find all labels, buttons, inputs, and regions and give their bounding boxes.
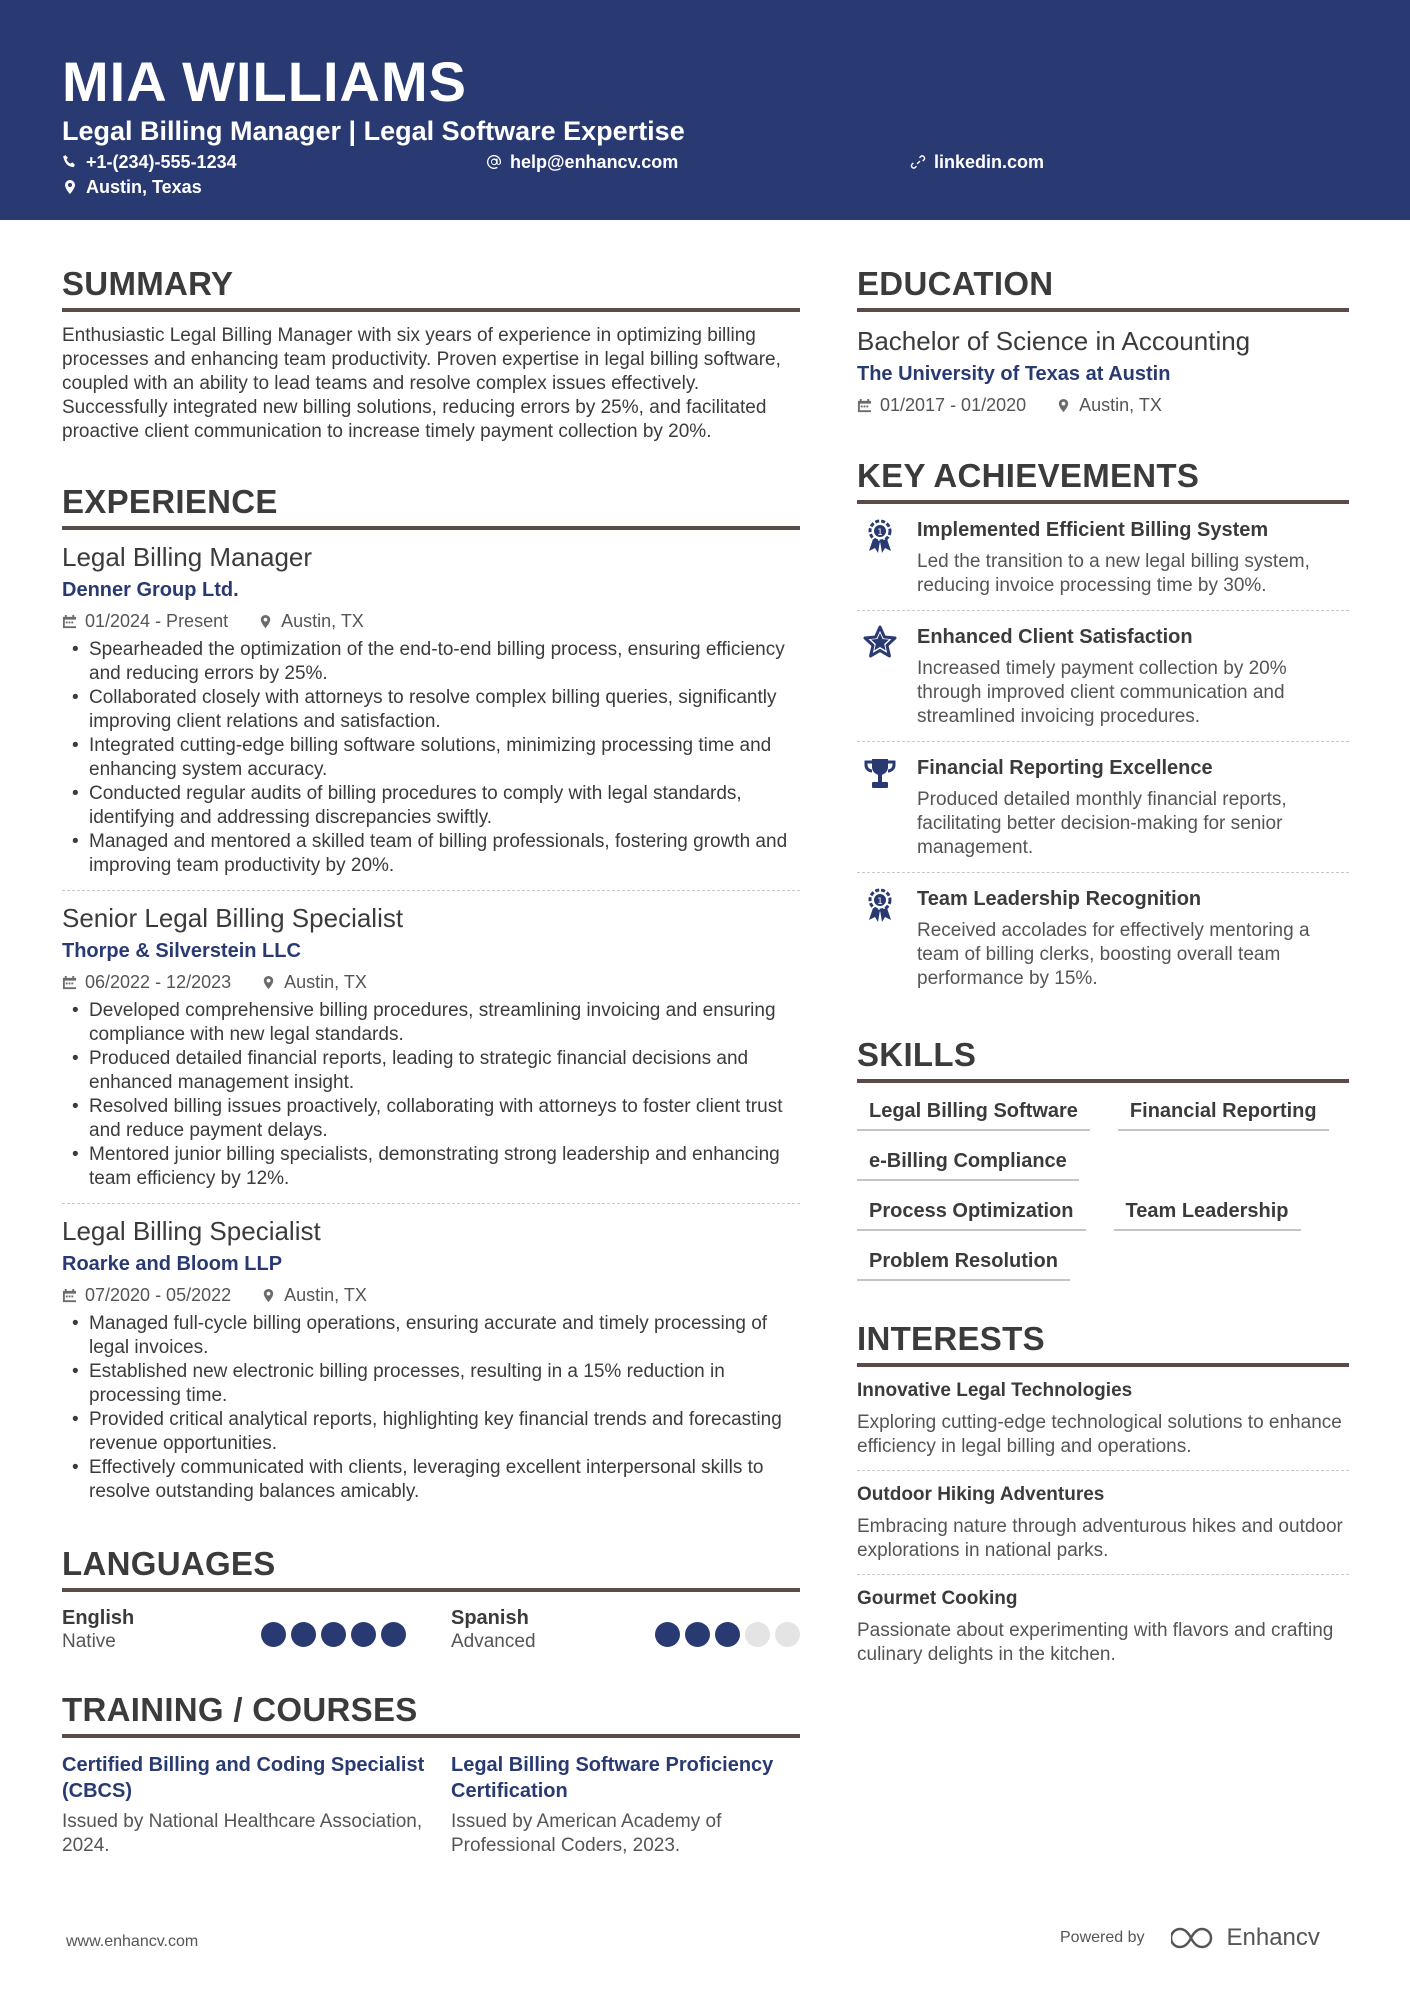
education-meta [857, 392, 1349, 418]
svg-text:1: 1 [877, 528, 883, 538]
interest-desc: Embracing nature through adventurous hikes and outdoor explorations in national parks. [857, 1516, 1343, 1561]
location-pin-icon [258, 614, 273, 629]
job-dates [62, 1282, 231, 1308]
achievement-item [857, 742, 1349, 873]
job-location-text: Austin, TX [284, 1285, 367, 1305]
job-bullet: • Spearheaded the optimization of the end-to-end billing process, ensuring efficiency and reducing errors by 25%. [62, 638, 800, 686]
training-item [451, 1752, 800, 1858]
interest-title: Outdoor Hiking Adventures [857, 1484, 1105, 1505]
job-dates [62, 608, 228, 634]
contact-linkedin[interactable] [910, 150, 1044, 174]
achievements-heading: KEY ACHIEVEMENTS [857, 454, 1349, 504]
achievement-title: Enhanced Client Satisfaction [917, 626, 1193, 648]
award-ribbon-icon [857, 516, 917, 598]
interest-desc: Exploring cutting-edge technological solutions to enhance efficiency in legal billing and operations. [857, 1412, 1342, 1457]
resume-header [0, 0, 1410, 220]
experience-heading: EXPERIENCE [62, 480, 800, 530]
languages-section [62, 1542, 800, 1654]
training-heading: TRAINING / COURSES [62, 1688, 800, 1738]
education-location-text: Austin, TX [1079, 395, 1162, 415]
skill-tag: e-Billing Compliance [857, 1147, 1079, 1181]
language-name: English [62, 1607, 135, 1629]
rating-dot-empty [775, 1622, 800, 1647]
education-dates [857, 392, 1026, 418]
achievement-item [857, 873, 1349, 1003]
education-degree: Bachelor of Science in Accounting [857, 326, 1251, 356]
job-location [261, 969, 367, 995]
skill-tag: Process Optimization [857, 1197, 1086, 1231]
rating-dot-filled [381, 1622, 406, 1647]
enhancv-brand-text: Enhancv [1226, 1924, 1320, 1951]
education-heading: EDUCATION [857, 262, 1349, 312]
contact-location [62, 175, 202, 199]
candidate-name: MIA WILLIAMS [62, 50, 467, 113]
left-column [62, 262, 800, 1858]
rating-dot-filled [351, 1622, 376, 1647]
training-title: Certified Billing and Coding Specialist (CBCS) [62, 1754, 425, 1802]
job-company: Denner Group Ltd. [62, 579, 239, 601]
phone-text: +1-(234)-555-1234 [86, 152, 237, 172]
calendar-icon [62, 975, 77, 990]
job-meta [62, 608, 800, 634]
job-location [261, 1282, 367, 1308]
education-location [1056, 392, 1162, 418]
skill-tag: Problem Resolution [857, 1247, 1070, 1281]
rating-dot-filled [261, 1622, 286, 1647]
rating-dot-filled [655, 1622, 680, 1647]
interest-title: Innovative Legal Technologies [857, 1380, 1133, 1401]
job-company: Roarke and Bloom LLP [62, 1253, 283, 1275]
right-column [857, 262, 1349, 1678]
calendar-icon [857, 398, 872, 413]
job-bullets [62, 638, 800, 878]
footer-website[interactable]: www.enhancv.com [66, 1933, 199, 1950]
job-bullet: • Developed comprehensive billing procedures, streamlining invoicing and ensuring compliance with new legal standards. [62, 999, 800, 1047]
skill-tag: Team Leadership [1114, 1197, 1301, 1231]
job-meta [62, 969, 800, 995]
education-section [857, 262, 1349, 418]
experience-section [62, 480, 800, 1516]
skill-tag: Financial Reporting [1118, 1097, 1329, 1131]
training-desc: Issued by American Academy of Professional Coders, 2023. [451, 1811, 722, 1856]
education-school: The University of Texas at Austin [857, 363, 1171, 385]
job-bullet: • Managed full-cycle billing operations, ensuring accurate and timely processing of legal invoices. [62, 1312, 800, 1360]
achievement-desc: Produced detailed monthly financial reports, facilitating better decision-making for senior management. [917, 789, 1287, 858]
interests-section [857, 1317, 1349, 1678]
interest-desc: Passionate about experimenting with flavors and crafting culinary delights in the kitchen. [857, 1620, 1334, 1665]
summary-text: Enthusiastic Legal Billing Manager with six years of experience in optimizing billing processes and enhancing team productivity. Proven expertise in legal billing software, coupled with an ability to lead teams and resolve complex issues effectively. Successfully integrated new billing solutions, reducing errors by 25%, and facilitated proactive client communication to increase timely payment collection by 20%. [62, 325, 781, 442]
job-title: Senior Legal Billing Specialist [62, 903, 404, 933]
job-location-text: Austin, TX [284, 972, 367, 992]
job-dates-text: 07/2020 - 05/2022 [85, 1285, 232, 1305]
achievement-desc: Increased timely payment collection by 20% through improved client communication and streamlined invoicing procedures. [917, 658, 1287, 727]
trophy-icon [857, 754, 917, 860]
language-item [451, 1606, 800, 1654]
rating-dot-filled [291, 1622, 316, 1647]
rating-dot-filled [715, 1622, 740, 1647]
achievement-item [857, 611, 1349, 742]
training-item [62, 1752, 451, 1858]
job-title: Legal Billing Manager [62, 542, 313, 572]
award-ribbon-icon [857, 885, 917, 991]
skills-section [857, 1033, 1349, 1281]
job-bullet: • Conducted regular audits of billing procedures to comply with legal standards, identifying and addressing discrepancies swiftly. [62, 782, 800, 830]
calendar-icon [62, 614, 77, 629]
enhancv-logo[interactable] [1171, 1924, 1320, 1952]
job-meta [62, 1282, 800, 1308]
calendar-icon [62, 1288, 77, 1303]
job-bullet: • Provided critical analytical reports, highlighting key financial trends and forecasting revenue opportunities. [62, 1408, 800, 1456]
languages-heading: LANGUAGES [62, 1542, 800, 1592]
interest-item [857, 1575, 1349, 1678]
email-text: help@enhancv.com [510, 152, 679, 172]
training-list [62, 1752, 800, 1858]
job-dates [62, 969, 231, 995]
language-name: Spanish [451, 1607, 529, 1629]
job-bullet: • Managed and mentored a skilled team of billing professionals, fostering growth and improving team productivity by 20%. [62, 830, 800, 878]
job-bullets [62, 1312, 800, 1504]
job-entry [62, 530, 800, 891]
achievement-title: Team Leadership Recognition [917, 888, 1202, 910]
achievement-item [857, 504, 1349, 611]
language-rating [655, 1622, 800, 1654]
language-level: Native [62, 1631, 116, 1652]
contact-email[interactable] [486, 150, 678, 174]
location-pin-icon [62, 179, 78, 195]
languages-list [62, 1606, 800, 1654]
job-bullet: • Resolved billing issues proactively, collaborating with attorneys to foster client trust and reduce payment delays. [62, 1095, 800, 1143]
achievement-title: Financial Reporting Excellence [917, 757, 1213, 779]
job-bullet: • Established new electronic billing processes, resulting in a 15% reduction in processing time. [62, 1360, 800, 1408]
skills-list [857, 1097, 1349, 1281]
interests-heading: INTERESTS [857, 1317, 1349, 1367]
training-desc: Issued by National Healthcare Association, 2024. [62, 1811, 423, 1856]
interest-title: Gourmet Cooking [857, 1588, 1018, 1609]
link-icon [910, 154, 926, 170]
linkedin-text: linkedin.com [934, 152, 1045, 172]
svg-text:1: 1 [877, 897, 883, 907]
location-text: Austin, Texas [86, 177, 202, 197]
phone-icon [62, 154, 78, 170]
achievement-desc: Received accolades for effectively mentoring a team of billing clerks, boosting overall team performance by 15%. [917, 920, 1310, 989]
location-pin-icon [1056, 398, 1071, 413]
language-item [62, 1606, 451, 1654]
skills-heading: SKILLS [857, 1033, 1349, 1083]
training-section [62, 1688, 800, 1858]
job-location [258, 608, 364, 634]
achievement-title: Implemented Efficient Billing System [917, 519, 1269, 541]
star-icon [857, 623, 917, 729]
summary-heading: SUMMARY [62, 262, 800, 312]
job-entry [62, 891, 800, 1204]
skill-tag: Legal Billing Software [857, 1097, 1090, 1131]
powered-by-text: Powered by [1060, 1929, 1145, 1946]
rating-dot-filled [321, 1622, 346, 1647]
candidate-title: Legal Billing Manager | Legal Software Expertise [62, 116, 685, 146]
education-dates-text: 01/2017 - 01/2020 [880, 395, 1027, 415]
interest-item [857, 1367, 1349, 1471]
job-bullet: • Effectively communicated with clients, leveraging excellent interpersonal skills to resolve outstanding balances amicably. [62, 1456, 800, 1504]
job-bullets [62, 999, 800, 1191]
achievements-section [857, 454, 1349, 1003]
location-pin-icon [261, 975, 276, 990]
job-bullet: • Collaborated closely with attorneys to resolve complex billing queries, significantly improving client relations and satisfaction. [62, 686, 800, 734]
job-title: Legal Billing Specialist [62, 1216, 321, 1246]
achievement-desc: Led the transition to a new legal billing system, reducing invoice processing time by 30%. [917, 551, 1310, 596]
footer-branding [1060, 1924, 1320, 1952]
job-bullet: • Integrated cutting-edge billing software solutions, minimizing processing time and enhancing system accuracy. [62, 734, 800, 782]
training-title: Legal Billing Software Proficiency Certification [451, 1754, 774, 1802]
language-rating [261, 1622, 406, 1654]
job-company: Thorpe & Silverstein LLC [62, 940, 301, 962]
job-dates-text: 06/2022 - 12/2023 [85, 972, 232, 992]
enhancv-logo-icon [1171, 1925, 1219, 1951]
location-pin-icon [261, 1288, 276, 1303]
language-level: Advanced [451, 1631, 536, 1652]
interest-item [857, 1471, 1349, 1575]
job-dates-text: 01/2024 - Present [85, 611, 229, 631]
job-bullet: • Mentored junior billing specialists, demonstrating strong leadership and enhancing team efficiency by 12%. [62, 1143, 800, 1191]
at-icon [486, 154, 502, 170]
rating-dot-empty [745, 1622, 770, 1647]
job-location-text: Austin, TX [281, 611, 364, 631]
job-bullet: • Produced detailed financial reports, leading to strategic financial decisions and enhanced management insight. [62, 1047, 800, 1095]
rating-dot-filled [685, 1622, 710, 1647]
contact-phone[interactable] [62, 150, 237, 174]
job-entry [62, 1204, 800, 1516]
summary-section [62, 262, 800, 444]
